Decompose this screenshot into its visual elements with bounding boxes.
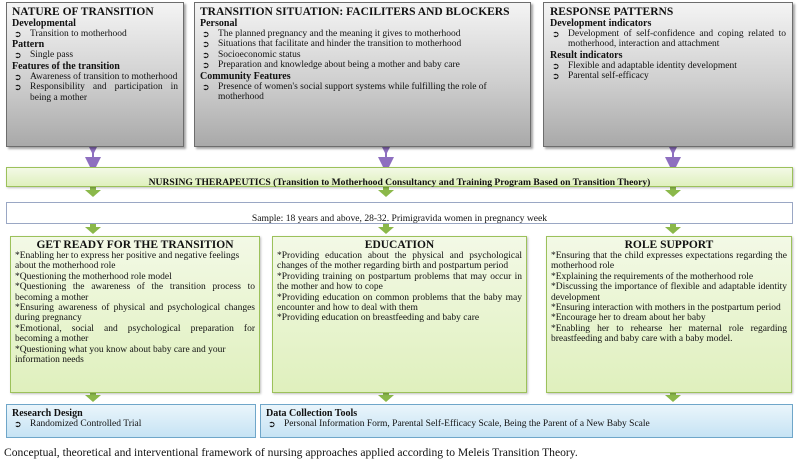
list-item: *Emotional, social and psychological preparation for becoming a mother <box>15 323 255 345</box>
arrow-bullet-icon: ➲ <box>202 60 210 71</box>
data-collection-box <box>260 404 793 438</box>
development-indicators-heading: Development indicators <box>550 18 652 29</box>
list-item: *Providing training on postpartum problems that may occur in the mother and how to cope <box>277 271 522 293</box>
green-down-arrow <box>665 187 681 197</box>
green-down-arrow <box>85 187 101 197</box>
arrow-bullet-icon: ➲ <box>202 49 210 60</box>
list-item: ➲ Randomized Controlled Trial <box>14 419 142 429</box>
list-item: ➲ Situations that facilitate and hinder the transition to motherhood <box>202 39 462 50</box>
sample-label: Sample: 18 years and above, 28-32. Primigravida women in pregnancy week <box>251 213 548 224</box>
features-heading: Features of the transition <box>12 60 120 72</box>
list-item: ➲ Presence of women's social support systems while fulfilling the role of motherhood <box>202 81 487 103</box>
list-item: *Providing education about the physical and psychological changes of the mother regarding birth and postpartum period <box>277 251 522 272</box>
data-collection-title: Data Collection Tools <box>266 408 358 419</box>
result-indicators-heading: Result indicators <box>550 49 623 61</box>
list-item: ➲ Personal Information Form, Parental Self-Efficacy Scale, Being the Parent of a New Baby Scale <box>268 419 650 429</box>
green-down-arrow <box>378 392 394 402</box>
list-item: *Ensuring awareness of physical and psychological changes during pregnancy <box>15 303 255 324</box>
list-item: *Enabling her to express her positive and negative feelings about the motherhood role <box>15 251 240 272</box>
list-item: ➲ Awareness of transition to motherhood <box>14 71 178 82</box>
arrow-bullet-icon: ➲ <box>14 82 22 93</box>
arrow-bullet-icon: ➲ <box>552 60 560 71</box>
nature-title: NATURE OF TRANSITION <box>12 6 154 18</box>
education-title: EDUCATION <box>364 239 435 251</box>
green-down-arrow <box>665 224 681 234</box>
list-item: ➲ Single pass <box>14 50 74 61</box>
response-title: RESPONSE PATTERNS <box>550 6 674 18</box>
list-item: ➲ Flexible and adaptable identity development <box>552 60 737 71</box>
figure-caption: Conceptual, theoretical and interventional framework of nursing approaches applied according to Meleis Transition Theory. <box>4 446 578 459</box>
list-item: *Discussing the importance of flexible and adaptable identity development <box>551 282 787 303</box>
list-item: ➲ Development of self-confidence and coping related to motherhood, interaction and attachment <box>552 29 786 50</box>
list-item: ➲ Preparation and knowledge about being a mother and baby care <box>202 60 460 71</box>
nature-of-transition-box <box>6 2 184 147</box>
arrow-bullet-icon: ➲ <box>552 71 560 82</box>
arrow-bullet-icon: ➲ <box>14 419 22 429</box>
nursing-therapeutics-label: NURSING THERAPEUTICS (Transition to Motherhood Consultancy and Training Program Based on Transition Theory) <box>148 177 651 188</box>
situation-title: TRANSITION SITUATION: FACILITERS AND BLOCKERS <box>200 6 510 18</box>
education-box <box>272 236 527 393</box>
arrow-bullet-icon: ➲ <box>268 419 276 429</box>
research-design-box <box>6 404 256 438</box>
response-patterns-box <box>543 2 793 147</box>
list-item: ➲ Socioeconomic status <box>202 49 301 60</box>
pattern-heading: Pattern <box>12 39 45 51</box>
get-ready-title: GET READY FOR THE TRANSITION <box>36 239 234 251</box>
list-item: *Providing education on breastfeeding and baby care <box>277 313 480 324</box>
arrow-bullet-icon: ➲ <box>202 81 210 92</box>
list-item: ➲ Transition to motherhood <box>14 29 127 39</box>
green-down-arrow <box>665 392 681 402</box>
sample-bar <box>6 202 793 224</box>
list-item: ➲ The planned pregnancy and the meaning it gives to motherhood <box>202 29 461 39</box>
arrow-bullet-icon: ➲ <box>552 29 560 39</box>
get-ready-box <box>10 236 260 393</box>
list-item: *Ensuring interaction with mothers in the postpartum period <box>551 303 781 314</box>
list-item: ➲ Responsibility and participation in being a mother <box>14 82 178 103</box>
list-item: *Enabling her to rehearse her maternal role regarding breastfeeding and baby care with a baby model. <box>551 323 787 345</box>
arrow-bullet-icon: ➲ <box>14 29 22 39</box>
nursing-therapeutics-bar <box>6 167 793 187</box>
role-support-box <box>546 236 792 393</box>
arrow-bullet-icon: ➲ <box>14 50 22 61</box>
list-item: *Providing education on common problems that the baby may encounter and how to deal with them <box>277 292 522 314</box>
green-down-arrow <box>85 392 101 402</box>
arrow-bullet-icon: ➲ <box>202 39 210 50</box>
transition-situation-box <box>194 2 531 147</box>
community-heading: Community Features <box>200 70 291 82</box>
research-design-title: Research Design <box>12 408 83 419</box>
role-support-title: ROLE SUPPORT <box>624 239 714 251</box>
list-item: *Ensuring that the child expresses expectations regarding the motherhood role <box>551 251 787 272</box>
arrow-bullet-icon: ➲ <box>14 71 22 82</box>
list-item: ➲ Parental self-efficacy <box>552 71 649 82</box>
arrow-bullet-icon: ➲ <box>202 29 210 39</box>
list-item: *Questioning what you know about baby care and your information needs <box>15 344 226 366</box>
personal-heading: Personal <box>200 18 238 29</box>
list-item: *Encourage her to dream about her baby <box>551 313 706 324</box>
developmental-heading: Developmental <box>12 18 76 29</box>
green-down-arrow <box>85 224 101 234</box>
list-item: *Questioning the motherhood role model <box>15 271 172 282</box>
list-item: *Questioning the awareness of the transition process to becoming a mother <box>15 282 255 303</box>
list-item: *Explaining the requirements of the motherhood role <box>551 271 754 282</box>
